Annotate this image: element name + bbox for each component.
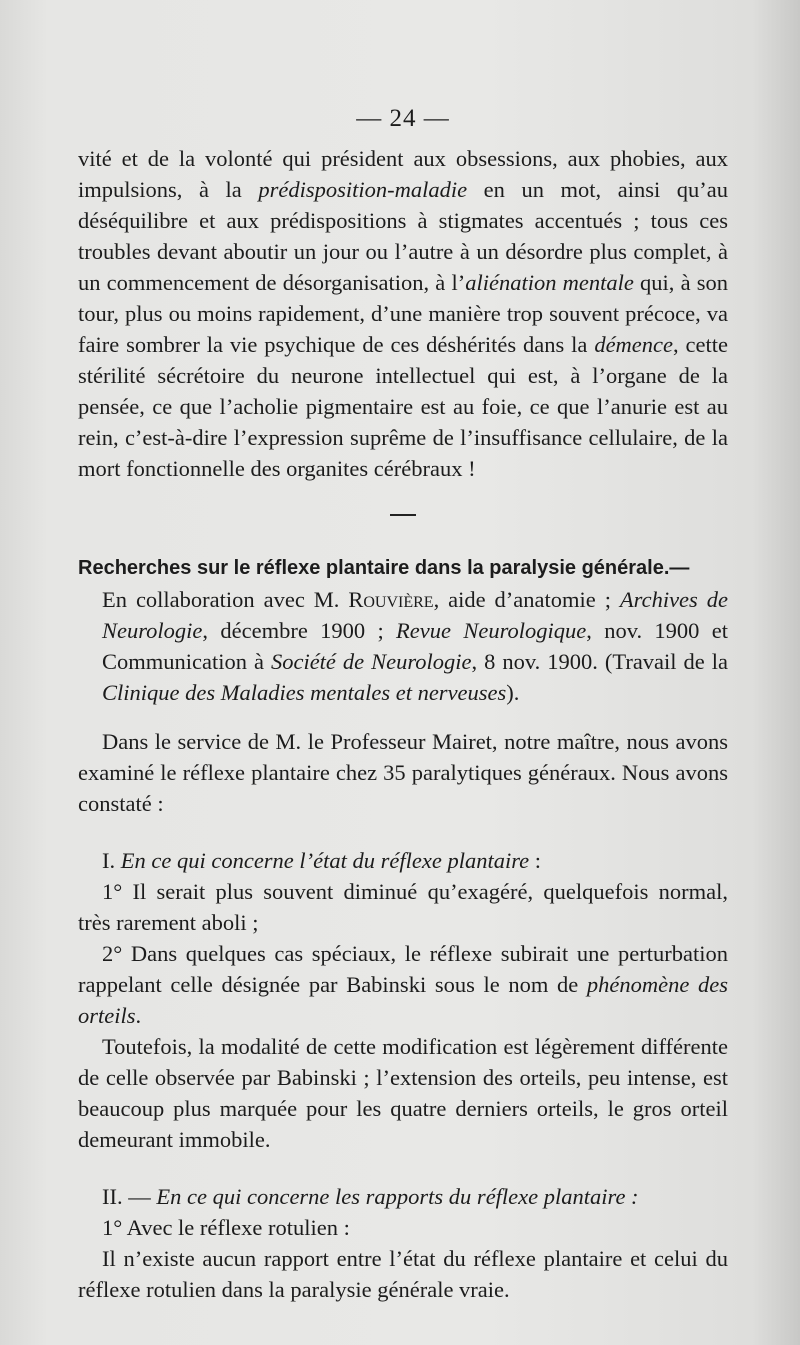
paragraph-conclusion: Il n’existe aucun rapport entre l’état du réflexe plantaire et celui du réflexe rotulien dans la paralysie générale vraie. xyxy=(78,1246,728,1302)
italic-term: prédisposition-maladie xyxy=(258,177,468,202)
spacer xyxy=(78,708,728,726)
list-item-2 xyxy=(78,938,728,1031)
list-item-1: 1° Il serait plus souvent diminué qu’exagéré, quelquefois normal, très rarement aboli ; xyxy=(78,879,728,935)
clinic-name: Clinique des Maladies mentales et nerveuses xyxy=(102,680,507,705)
section-title: En ce qui concerne les rapports du réflexe plantaire : xyxy=(156,1184,639,1209)
publication-reference xyxy=(78,584,728,708)
author-name: Rouvière xyxy=(348,587,434,612)
paragraph-continuation xyxy=(78,143,728,484)
text-run: , cette stérilité sécrétoire du neurone intellectuel qui est, à l’organe de la pensée, ce que l’acholie pigmentaire est au foie, ce que l’anurie est au rein, c’est-à-dire l’expression suprême de l’insuffisance cellulaire, de la mort fonctionnelle des organites cérébraux ! xyxy=(78,332,729,481)
section-divider xyxy=(390,514,416,516)
section-label: II. — xyxy=(102,1184,157,1209)
subsection-heading-2 xyxy=(78,1181,728,1212)
italic-term: aliénation mentale xyxy=(465,270,634,295)
journal-title: Archives de Neurologie xyxy=(102,587,728,643)
spacer xyxy=(78,819,728,845)
text-run: qui, à son tour, plus ou moins rapidement, d’une manière trop souvent précoce, va faire sombrer la vie psychique de ces déshérités dans la xyxy=(78,270,728,357)
text-run: , décembre 1900 ; xyxy=(202,618,397,643)
journal-title: Revue Neurologique xyxy=(396,618,587,643)
section-label: I. xyxy=(102,848,121,873)
paragraph-babinski: Toutefois, la modalité de cette modification est légèrement différente de celle observée par Babinski ; l’extension des orteils, peu intense, est beaucoup plus marquée pour les quatre derniers orteils, le gros orteil demeurant immobile. xyxy=(78,1034,728,1152)
paragraph-intro: Dans le service de M. le Professeur Mairet, notre maître, nous avons examiné le réflexe plantaire chez 35 paralytiques généraux. Nous avons constaté : xyxy=(78,729,728,816)
section-title: En ce qui concerne l’état du réflexe plantaire xyxy=(120,848,530,873)
text-run: : xyxy=(529,848,542,873)
subsection-heading-1 xyxy=(78,845,728,876)
text-run: 2° Dans quelques cas spéciaux, le réflexe subirait une perturbation rappelant celle désignée par Babinski sous le nom de xyxy=(78,941,728,997)
text-run: ). xyxy=(506,680,520,705)
society-name: Société de Neurologie xyxy=(270,649,472,674)
text-run: En collaboration avec M. xyxy=(102,587,349,612)
text-run: en un mot, ainsi qu’au déséquilibre et aux prédispositions à stigmates accentués ; tous ces troubles devant aboutir un jour ou l’autre à un désordre plus complet, à un commencement de désorganisation, à l’ xyxy=(78,177,728,295)
text-run: , nov. 1900 et Communication à xyxy=(102,618,728,674)
text-run: , 8 nov. 1900. (Travail de la xyxy=(471,649,728,674)
spacer xyxy=(78,1155,728,1181)
text-run: . xyxy=(135,1003,142,1028)
italic-term: phénomène des orteils xyxy=(78,972,729,1028)
section-heading: Recherches sur le réflexe plantaire dans la paralysie générale.— xyxy=(78,557,690,579)
text-run: , aide d’anatomie ; xyxy=(433,587,620,612)
text-run: vité et de la volonté qui président aux obsessions, aux phobies, aux impulsions, à la xyxy=(78,146,728,202)
page-number: — 24 — xyxy=(356,105,450,132)
list-item-3: 1° Avec le réflexe rotulien : xyxy=(102,1215,350,1240)
italic-term: démence xyxy=(594,332,674,357)
